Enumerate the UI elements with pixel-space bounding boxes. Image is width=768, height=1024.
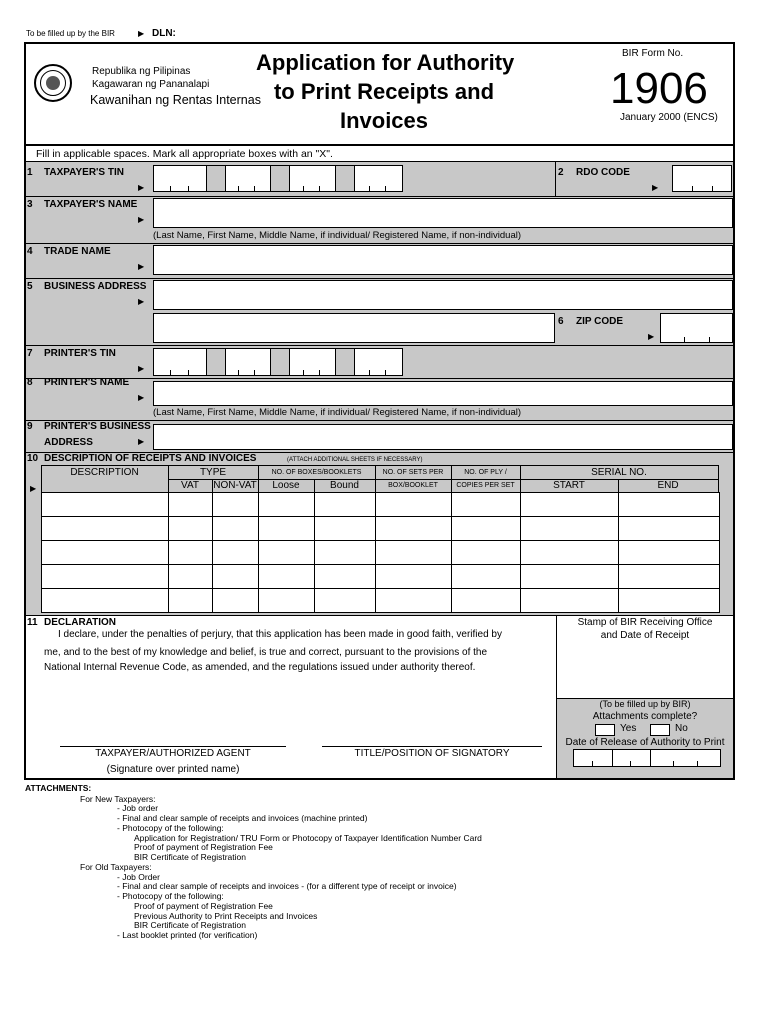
list-item: - Job order xyxy=(117,803,159,813)
description-cell[interactable] xyxy=(42,541,169,565)
col-serial: SERIAL NO. xyxy=(591,467,647,478)
digit-separator-tick xyxy=(692,186,693,191)
col-sets-line1: NO. OF SETS PER xyxy=(382,469,444,476)
non-vat-cell[interactable] xyxy=(213,493,259,517)
loose-cell[interactable] xyxy=(259,541,315,565)
digit-separator-tick xyxy=(254,186,255,191)
dln-label: DLN: xyxy=(152,28,176,39)
field7-number: 7 xyxy=(27,348,33,359)
title-position-line xyxy=(322,746,542,747)
field4-number: 4 xyxy=(27,246,33,257)
arrow-icon: ▶ xyxy=(138,262,145,271)
no-label: No xyxy=(675,723,688,734)
digit-separator-tick xyxy=(385,370,386,375)
digit-separator-tick xyxy=(319,370,320,375)
bir-use-note: (To be filled up by BIR) xyxy=(599,699,691,709)
field2-number: 2 xyxy=(558,167,564,178)
printer-tin-input[interactable] xyxy=(153,348,403,376)
list-item: - Photocopy of the following: xyxy=(117,891,224,901)
business-address-input-line1[interactable] xyxy=(153,280,733,310)
list-item: - Job Order xyxy=(117,872,160,882)
sets-cell[interactable] xyxy=(376,541,452,565)
form-title-line1: Application for Authority xyxy=(256,50,515,75)
digit-separator-tick xyxy=(673,761,674,766)
sets-cell[interactable] xyxy=(376,565,452,589)
start-cell[interactable] xyxy=(521,565,619,589)
col-sets-line2: BOX/BOOKLET xyxy=(388,482,438,489)
sets-cell[interactable] xyxy=(376,493,452,517)
bound-cell[interactable] xyxy=(315,517,376,541)
start-cell[interactable] xyxy=(521,517,619,541)
list-item: BIR Certificate of Registration xyxy=(134,852,246,862)
col-ply-line1: NO. OF PLY / xyxy=(464,469,507,476)
zip-code-label: ZIP CODE xyxy=(576,316,624,327)
arrow-icon: ▶ xyxy=(138,393,145,402)
digit-separator-tick xyxy=(592,761,593,766)
taxpayer-name-label: TAXPAYER'S NAME xyxy=(44,199,138,210)
digit-separator-tick xyxy=(303,370,304,375)
digit-separator-tick xyxy=(369,186,370,191)
digit-separator-tick xyxy=(303,186,304,191)
bound-cell[interactable] xyxy=(315,493,376,517)
non-vat-cell[interactable] xyxy=(213,589,259,613)
field10-number: 10 xyxy=(27,453,39,464)
end-cell[interactable] xyxy=(619,517,720,541)
arrow-icon: ▶ xyxy=(648,332,655,341)
non-vat-cell[interactable] xyxy=(213,541,259,565)
loose-cell[interactable] xyxy=(259,565,315,589)
table-row xyxy=(42,541,720,565)
signature-label: TAXPAYER/AUTHORIZED AGENT xyxy=(95,748,251,759)
agency-line2: Kagawaran ng Pananalapi xyxy=(92,79,210,90)
printer-address-label-line2: ADDRESS xyxy=(44,437,93,448)
description-cell[interactable] xyxy=(42,493,169,517)
taxpayer-name-note: (Last Name, First Name, Middle Name, if individual/ Registered Name, if non-individual) xyxy=(153,230,522,241)
arrow-icon: ▶ xyxy=(30,484,37,493)
business-address-label: BUSINESS ADDRESS xyxy=(44,281,147,292)
digit-separator-tick xyxy=(709,337,710,342)
col-type: TYPE xyxy=(199,467,227,478)
signature-sub-label: (Signature over printed name) xyxy=(106,764,240,775)
col-ply-line2: COPIES PER SET xyxy=(456,482,515,489)
form-date: January 2000 (ENCS) xyxy=(620,112,718,123)
end-cell[interactable] xyxy=(619,589,720,613)
table-row xyxy=(42,589,720,613)
form-number-label: BIR Form No. xyxy=(622,48,684,59)
attachments-no-checkbox[interactable] xyxy=(650,724,670,736)
list-item: Application for Registration/ TRU Form or Photocopy of Taxpayer Identification Number Card xyxy=(134,833,482,843)
end-cell[interactable] xyxy=(619,493,720,517)
agency-line3: Kawanihan ng Rentas Internas xyxy=(90,93,261,107)
field9-number: 9 xyxy=(27,421,33,432)
declaration-line3: National Internal Revenue Code, as amended, and the regulations issued under authority thereof. xyxy=(44,662,476,673)
end-cell[interactable] xyxy=(619,541,720,565)
digit-separator-tick xyxy=(254,370,255,375)
digit-separator-tick xyxy=(170,370,171,375)
col-description: DESCRIPTION xyxy=(70,467,139,478)
arrow-icon: ▶ xyxy=(138,215,145,224)
release-date-input[interactable] xyxy=(573,749,721,767)
form-header xyxy=(24,42,735,146)
attachments-yes-checkbox[interactable] xyxy=(595,724,615,736)
digit-separator-tick xyxy=(712,186,713,191)
stamp-line2: and Date of Receipt xyxy=(600,630,690,641)
list-item: Previous Authority to Print Receipts and Invoices xyxy=(134,911,318,921)
loose-cell[interactable] xyxy=(259,517,315,541)
digit-separator-tick xyxy=(188,186,189,191)
digit-separator-tick xyxy=(385,186,386,191)
business-address-input-line2[interactable] xyxy=(153,313,555,343)
bir-stamp-box xyxy=(557,616,733,699)
rdo-code-input[interactable] xyxy=(672,165,732,192)
signature-line xyxy=(60,746,286,747)
form-title-line3: Invoices xyxy=(339,108,429,133)
table-row xyxy=(42,565,720,589)
field1-number: 1 xyxy=(27,167,33,178)
digit-separator-tick xyxy=(369,370,370,375)
receipts-title: DESCRIPTION OF RECEIPTS AND INVOICES xyxy=(44,453,257,464)
list-item: - Photocopy of the following: xyxy=(117,823,224,833)
digit-separator-tick xyxy=(170,186,171,191)
printer-tin-label: PRINTER'S TIN xyxy=(44,348,116,359)
form-title-line2: to Print Receipts and xyxy=(273,79,495,104)
start-cell[interactable] xyxy=(521,541,619,565)
list-item: BIR Certificate of Registration xyxy=(134,920,246,930)
declaration-line2: me, and to the best of my knowledge and belief, is true and correct, pursuant to the provisions of the xyxy=(44,647,488,658)
printer-name-label: PRINTER'S NAME xyxy=(44,377,130,388)
description-cell[interactable] xyxy=(42,565,169,589)
bound-cell[interactable] xyxy=(315,541,376,565)
col-vat: VAT xyxy=(181,480,199,491)
instructions: Fill in applicable spaces. Mark all appropriate boxes with an "X". xyxy=(36,148,333,160)
zip-code-input[interactable] xyxy=(660,313,733,343)
taxpayer-tin-label: TAXPAYER'S TIN xyxy=(44,167,124,178)
vat-cell[interactable] xyxy=(169,517,213,541)
list-item: - Final and clear sample of receipts and invoices (machine printed) xyxy=(117,813,368,823)
printer-name-input[interactable] xyxy=(153,381,733,406)
list-item: - Final and clear sample of receipts and invoices - (for a different type of receipt or invoice) xyxy=(117,881,457,891)
digit-separator-tick xyxy=(238,370,239,375)
attachments-title: ATTACHMENTS: xyxy=(25,783,92,793)
bound-cell[interactable] xyxy=(315,589,376,613)
sets-cell[interactable] xyxy=(376,517,452,541)
digit-separator-tick xyxy=(188,370,189,375)
arrow-icon: ▶ xyxy=(652,183,659,192)
ply-cell[interactable] xyxy=(452,541,521,565)
non-vat-cell[interactable] xyxy=(213,565,259,589)
old-taxpayers-header: For Old Taxpayers: xyxy=(80,862,152,872)
field6-number: 6 xyxy=(558,316,564,327)
list-item: - Last booklet printed (for verification) xyxy=(117,930,258,940)
col-bound: Bound xyxy=(330,480,359,491)
stamp-line1: Stamp of BIR Receiving Office xyxy=(577,617,713,628)
vat-cell[interactable] xyxy=(169,589,213,613)
release-date-label: Date of Release of Authority to Print xyxy=(565,737,725,748)
printer-address-input[interactable] xyxy=(153,424,733,450)
receipts-table xyxy=(41,492,720,613)
start-cell[interactable] xyxy=(521,589,619,613)
list-item: Proof of payment of Registration Fee xyxy=(134,842,273,852)
bir-seal xyxy=(34,64,72,102)
vat-cell[interactable] xyxy=(169,565,213,589)
loose-cell[interactable] xyxy=(259,493,315,517)
field8-number: 8 xyxy=(27,377,33,388)
table-row xyxy=(42,517,720,541)
filled-by-bir-label: To be filled up by the BIR xyxy=(26,29,115,38)
trade-name-input[interactable] xyxy=(153,245,733,275)
ply-cell[interactable] xyxy=(452,565,521,589)
arrow-icon: ▶ xyxy=(138,29,145,38)
declaration-title: DECLARATION xyxy=(44,617,117,628)
description-cell[interactable] xyxy=(42,517,169,541)
description-cell[interactable] xyxy=(42,589,169,613)
printer-name-note: (Last Name, First Name, Middle Name, if individual/ Registered Name, if non-individual) xyxy=(153,407,522,418)
digit-separator-tick xyxy=(319,186,320,191)
digit-separator-tick xyxy=(630,761,631,766)
list-item: Proof of payment of Registration Fee xyxy=(134,901,273,911)
col-boxes: NO. OF BOXES/BOOKLETS xyxy=(271,469,362,476)
arrow-icon: ▶ xyxy=(138,183,145,192)
sets-cell[interactable] xyxy=(376,589,452,613)
end-cell[interactable] xyxy=(619,565,720,589)
form-number: 1906 xyxy=(610,64,708,113)
rdo-code-label: RDO CODE xyxy=(576,167,630,178)
digit-separator-tick xyxy=(684,337,685,342)
receipts-note: (ATTACH ADDITIONAL SHEETS IF NECESSARY) xyxy=(287,457,423,463)
trade-name-label: TRADE NAME xyxy=(44,246,111,257)
ply-cell[interactable] xyxy=(452,493,521,517)
col-end: END xyxy=(657,480,679,491)
taxpayer-name-input[interactable] xyxy=(153,198,733,228)
table-row xyxy=(42,493,720,517)
printer-address-label-line1: PRINTER'S BUSINESS xyxy=(44,421,151,432)
non-vat-cell[interactable] xyxy=(213,517,259,541)
vat-cell[interactable] xyxy=(169,541,213,565)
col-non-vat: NON-VAT xyxy=(213,480,257,491)
arrow-icon: ▶ xyxy=(138,297,145,306)
arrow-icon: ▶ xyxy=(138,437,145,446)
yes-label: Yes xyxy=(620,723,637,734)
digit-separator-tick xyxy=(238,186,239,191)
field5-number: 5 xyxy=(27,281,33,292)
field11-number: 11 xyxy=(27,617,38,628)
digit-separator-tick xyxy=(697,761,698,766)
field3-number: 3 xyxy=(27,199,33,210)
taxpayer-tin-input[interactable] xyxy=(153,165,403,192)
ply-cell[interactable] xyxy=(452,517,521,541)
arrow-icon: ▶ xyxy=(138,364,145,373)
agency-line1: Republika ng Pilipinas xyxy=(92,66,191,77)
col-start: START xyxy=(553,480,585,491)
start-cell[interactable] xyxy=(521,493,619,517)
declaration-line1: I declare, under the penalties of perjury, that this application has been made in good faith, verified by xyxy=(58,629,502,640)
title-position-label: TITLE/POSITION OF SIGNATORY xyxy=(354,748,510,759)
col-loose: Loose xyxy=(272,480,300,491)
bound-cell[interactable] xyxy=(315,565,376,589)
new-taxpayers-header: For New Taxpayers: xyxy=(80,794,156,804)
attachments-complete-question: Attachments complete? xyxy=(592,711,698,722)
ply-cell[interactable] xyxy=(452,589,521,613)
loose-cell[interactable] xyxy=(259,589,315,613)
vat-cell[interactable] xyxy=(169,493,213,517)
